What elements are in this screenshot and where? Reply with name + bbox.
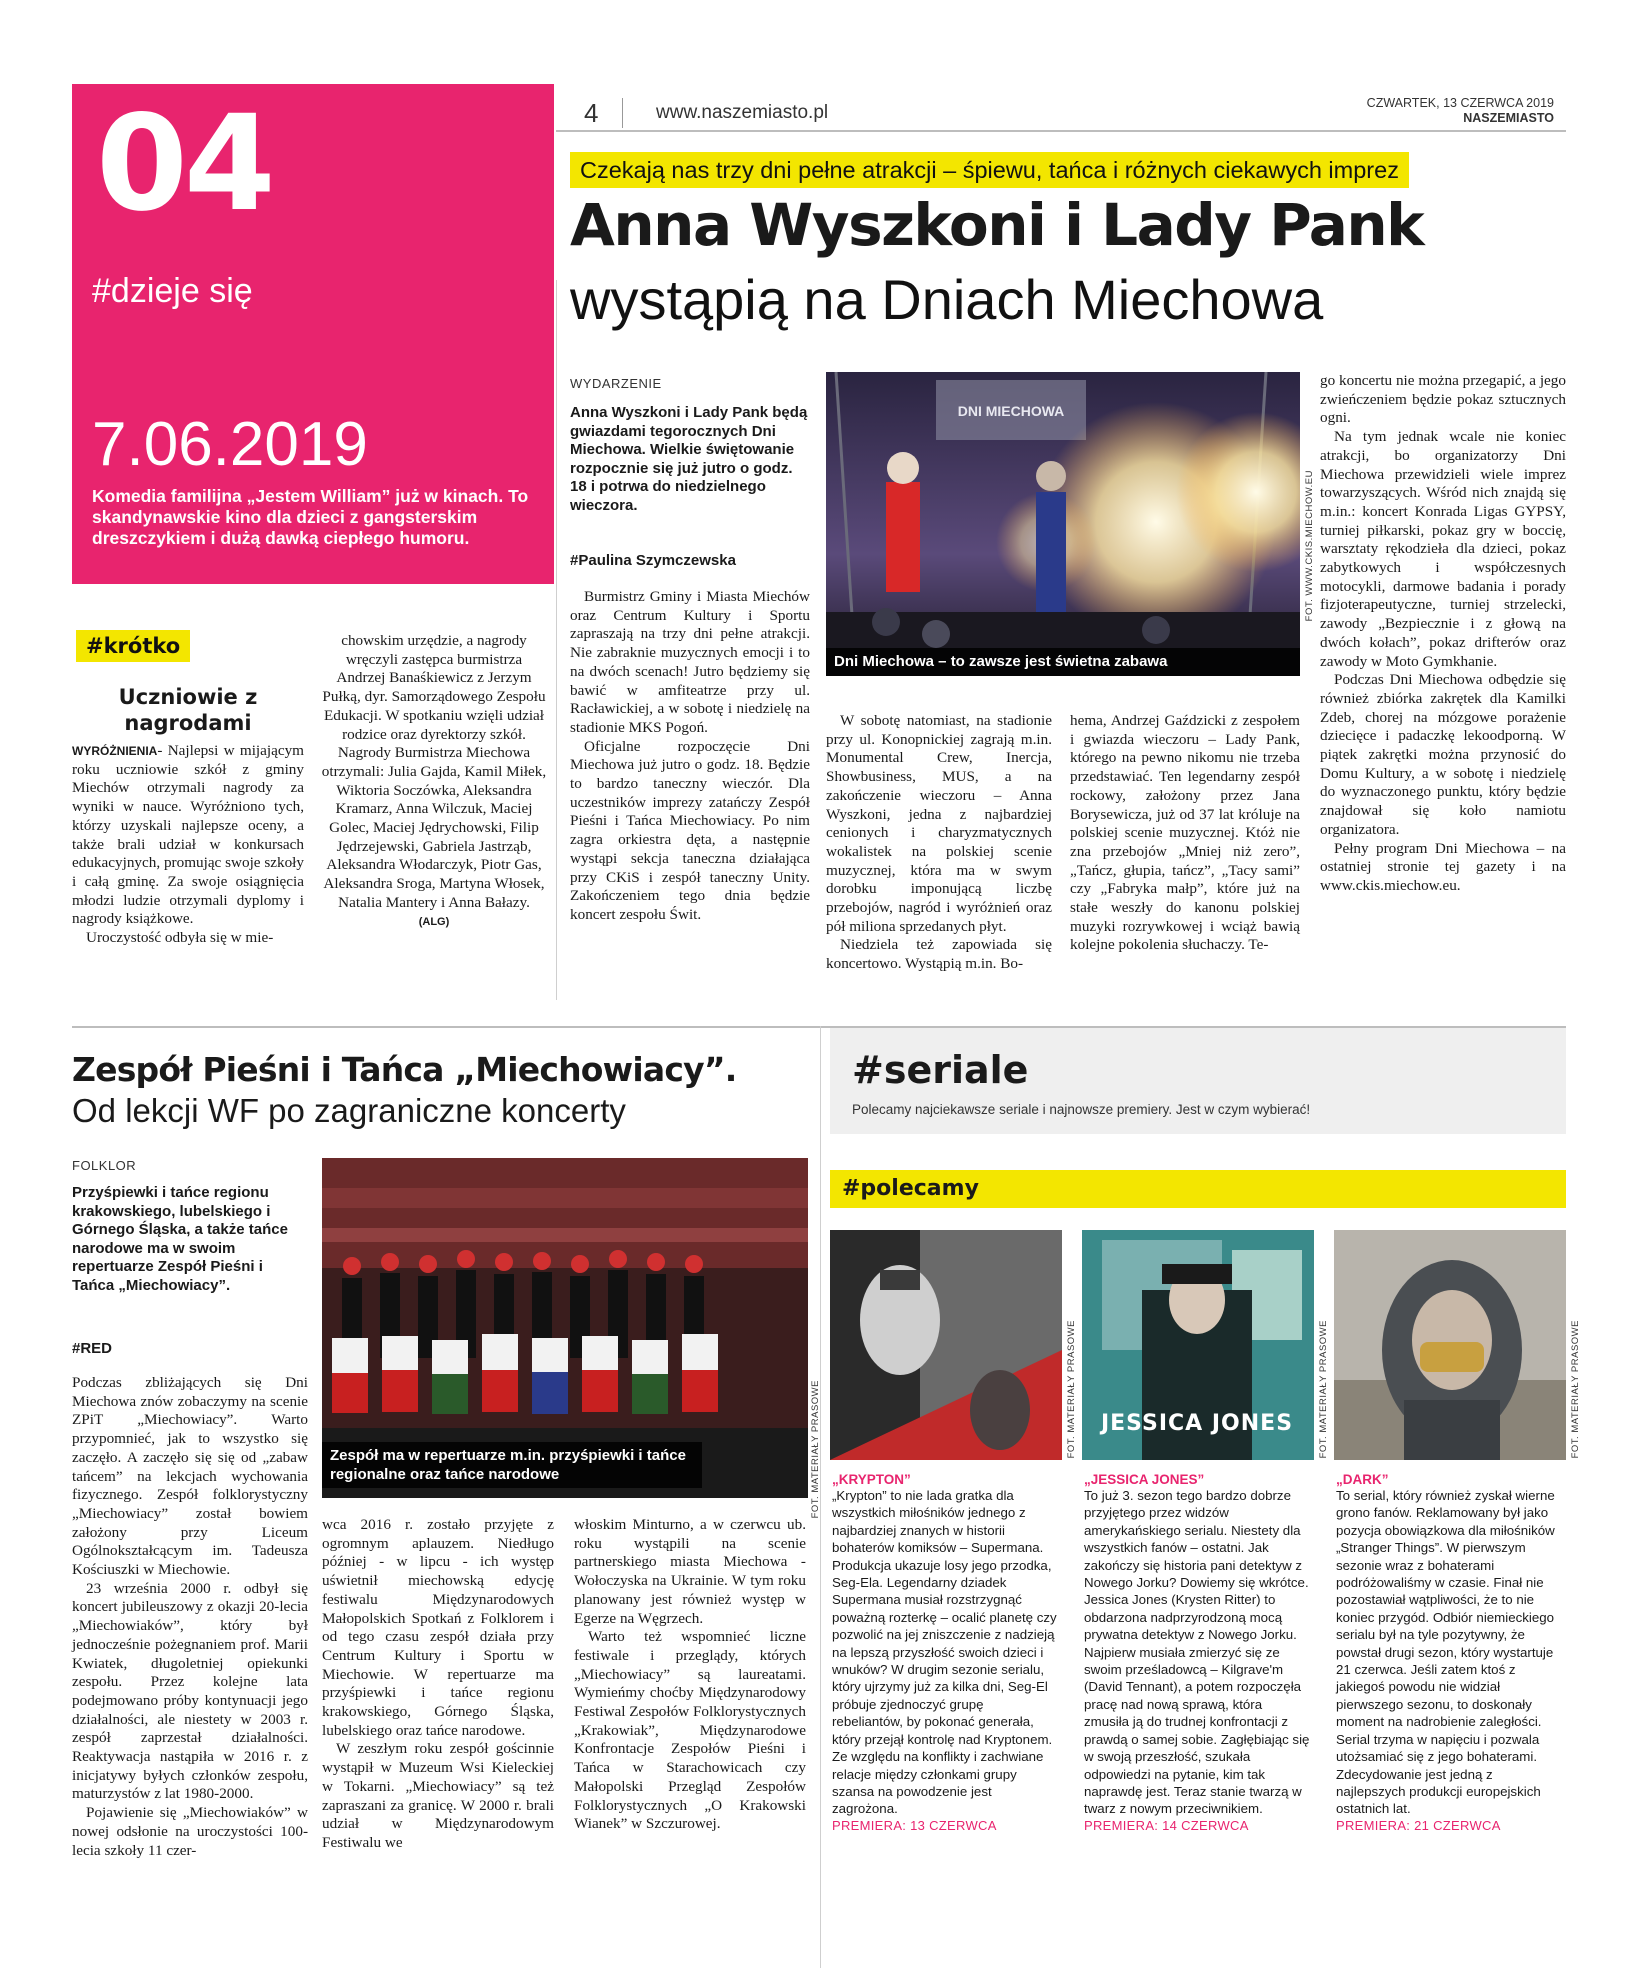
paragraph: chowskim urzędzie, a nagrody wręczyli zastępca burmistrza Andrzej Banaśkiewicz z Jerzym Pułką, dyr. Samorządowego Zespołu Edukacji. W spotkaniu wzięli udział rodzice oraz dyrektorzy szkół. Nagrody Burmistrza Miechowa otrzymali: Julia Gajda, Kamil Miłek, Wiktoria Soczówka, Aleksandra Kramarz, Anna Wilczuk, Maciej Golec, Maciej Jędrychowski, Filip Jędrzejewski, Gabriela Jastrząb, Aleksandra Włodarczyk, Piotr Gas, Aleksandra Sroga, Martyna Włosek, Natalia Mantery i Anna Bałazy. [321,632,547,911]
paragraph: go koncertu nie można przegapić, a jego zwieńczeniem będzie pokaz sztucznych ogni. [1320,372,1566,427]
paragraph: Warto też wspomnieć liczne festiwale i przeglądy, których „Miechowiacy” są laureatami. Wymieńmy choćby Międzynarodowy Festiwal Zespołów Folklorystycznych „Krakowiak”, Międzynarodowe Konfrontacje Zespołów Pieśni i Tańca w Starachowicach czy Małopolski Przegląd Zespołów Folklorystycznych „O Krakowski Wianek” w Szczurowej. [574,1628,807,1833]
featured-date: 7.06.2019 [92,410,368,479]
section-label: FOLKLOR [72,1158,137,1173]
paragraph: Podczas zbliżających się Dni Miechowa znów zobaczymy na scenie ZPiT „Miechowiacy”. Warto przypomnieć, jak to wszystko się zaczęło. A zaczęło się się od „zabaw tańcem” na lekcjach wychowania fizycznego. Zespół folklorystyczny „Miechowiacy” został bowiem założony przy Liceum Ogólnokształcącym im. Tadeusza Kościuszki w Miechowie. [72,1374,308,1579]
krotko-column-2 [320,632,548,931]
polecamy-tag: #polecamy [842,1176,979,1201]
date-block [72,84,554,584]
issue-date: CZWARTEK, 13 CZERWCA 2019 [1366,96,1554,110]
seriale-subtitle: Polecamy najciekawsze seriale i najnowsze premiery. Jest w czym wybierać! [852,1102,1311,1117]
brand-name: NASZEMIASTO [1463,111,1554,125]
series-title: „KRYPTON” [832,1472,911,1487]
series-title: „DARK” [1336,1472,1389,1487]
photo-credit: FOT. MATERIAŁY PRASOWE [1066,1320,1077,1459]
header-rule [556,130,1566,132]
header-date-block [1367,96,1554,126]
folklor-lead: Przyśpiewki i tańce regionu krakowskiego, lubelskiego i Górnego Śląska, a także tańce narodowe ma w swoim repertuarze Zespół Pieśni i Tańca „Miechowiacy”. [72,1184,288,1294]
series-description: To serial, który również zyskał wierne grono fanów. Reklamowany był jako pozycja obowiązkowa dla miłośników „Stranger Things”. W pierwszym sezonie wraz z bohaterami podróżowaliśmy w czasie. Finał nie pozostawiał wątpliwości, że to nie koniec przygód. Odbiór niemieckiego serialu był na tyle pozytywny, że powstał drugi sezon, który wystartuje 21 czerwca. Jeśli zatem ktoś z jakiegoś powodu nie widział pierwszego sezonu, to doskonały moment na nadrobienie zaległości. Serial trzyma w napięciu i pozwala utożsamiać się z jego bohaterami. Zdecydowanie jest jedną z najlepszych produkcji europejskich ostatnich lat. [1336,1488,1555,1817]
series-description: „Krypton” to nie lada gratka dla wszystkich miłośników jednego z najbardziej znanych w historii bohaterów komiksów – Supermana. Produkcja ukazuje losy jego przodka, Seg-Ela. Legendarny dziadek Supermana musiał rozstrzygnąć poważną rozterkę – ocalić planetę czy pozwolić na jej zniszczenie z nadzieją na lepszą przyszłość swoich dzieci i wnuków? W drugim sezonie serialu, który ujrzymy już za kilka dni, Seg-El próbuje zjednoczyć grupę rebeliantów, by pokonać generała, który przejął kontrolę nad Kryptonem. Ze względu na konflikty i zachwiane relacje między członkami grupy szansa na powodzenie jest zagrożona. [832,1488,1057,1817]
page-number: 4 [584,98,599,128]
section-hashtag: #dzieje się [92,272,253,310]
series-premiere: PREMIERA: 21 CZERWCA [1336,1817,1501,1833]
paragraph-text: - Najlepsi w mijającym roku uczniowie szkół z gminy Miechów otrzymali nagrody za wyniki w nauce. Wyróżniono tych, którzy uzyskali najlepsze oceny, a także brali udział w konkursach edukacyjnych, promując swoje szkoły i całą gminę. Za swoje osiągnięcia młodzi ludzie otrzymali dyplomy i nagrody książkowe. [72,742,304,928]
article-headline: Anna Wyszkoni i Lady Pank [570,191,1424,259]
paragraph: Niedziela też zapowiada się koncertowo. Wystąpią m.in. Bo- [826,936,1052,973]
article-column-3 [1070,712,1300,955]
jessica-jones-poster [1082,1230,1314,1460]
photo-credit: FOT. WWW.CKIS.MIECHOW.EU [1304,470,1315,622]
photo-caption: Zespół ma w repertuarze m.in. przyśpiewki i tańce regionalne oraz tańce narodowe [322,1442,702,1488]
website-link[interactable]: www.naszemiasto.pl [656,102,829,123]
article-lead: Anna Wyszkoni i Lady Pank będą gwiazdami tegorocznych Dni Miechowa. Wielkie świętowanie rozpocznie się już jutro o godz. 18 i potrwa do niedzielnego wieczora. [570,404,808,514]
series-premiere: PREMIERA: 14 CZERWCA [1084,1817,1249,1833]
section-label: WYDARZENIE [570,376,662,391]
article-column-4 [1320,372,1566,896]
paragraph: Pojawienie się „Miechowiaków” w nowej odsłonie na uroczystości 100-lecia szkoły 11 czer- [72,1804,308,1859]
photo-caption: Dni Miechowa – to zawsze jest świetna zabawa [826,648,1300,676]
folklor-column-2 [322,1516,554,1853]
krotko-title: Uczniowie z nagrodami [118,685,258,735]
series-item [1336,1472,1562,1833]
paragraph: włoskim Minturno, a w czerwcu ub. roku wystąpili na scenie partnerskiego miasta Miechowa - Wołoczyska na Ukrainie. W tym roku planowany jest również występ w Egerze na Węgrzech. [574,1516,806,1627]
series-item [1084,1472,1310,1833]
folklor-column-3 [574,1516,806,1834]
paragraph: hema, Andrzej Gaździcki z zespołem i gwiazda wieczoru – Lady Pank, którego na pewno nikomu nie trzeba przedstawiać. Ten legendarny zespół rockowy, założony przez Jana Borysewicza, już od 37 lat króluje na polskiej scenie muzycznej. Któż nie zna przebojów „Mniej niż zero”, „Tańcz, głupia, tańcz”, „Tacy sami” czy „Fabryka małp”, które już na stałe weszły do kanonu polskiej muzyki rozrywkowej i wciąż bawią kolejne pokolenia słuchaczy. Te- [1070,712,1300,954]
stage-banner: DNI MIECHOWA [957,403,1065,419]
series-premiere: PREMIERA: 13 CZERWCA [832,1817,997,1833]
paragraph: Podczas Dni Miechowa odbędzie się również zbiórka zakrętek dla Kamilki Zdeb, chorej na mózgowe porażenie dziecięce i padaczkę lekoodporną. W piątek zakrętki można przynosić do Domu Kultury, a w sobotę i niedzielę do wyznaczonego punktu, który będzie znajdował się koło namiotu organizatora. [1320,671,1566,838]
photo-credit: FOT. MATERIAŁY PRASOWE [1318,1320,1329,1459]
series-title: „JESSICA JONES” [1084,1472,1205,1487]
signature: (ALG) [418,915,450,928]
poster-title: JESSICA JONES [1100,1411,1294,1436]
lead-label: WYRÓŻNIENIA [72,744,158,758]
dark-poster-illustration [1334,1230,1566,1460]
paragraph: Uroczystość odbyła się w mie- [86,929,274,947]
folklor-byline: #RED [72,1340,113,1357]
paragraph: W zeszłym roku zespół gościnnie wystąpił w Muzeum Wsi Kieleckiej w Tokarni. „Miechowiacy” są też zapraszani za granicę. W 2000 r. brali udział w Międzynarodowym Festiwalu we [322,1740,554,1851]
dark-poster [1334,1230,1566,1460]
paragraph: wca 2016 r. zostało przyjęte z ogromnym aplauzem. Niedługo później - w lipcu - ich występ uświetnił miechowską edycję festiwalu Międzynarodowych Małopolskich Spotkań z Folklorem i od tego czasu zespół działa przy Centrum Kultury i Sportu w Miechowie. W repertuarze ma przyśpiewki i tańce regionu krakowskiego, Górnego Śląska, lubelskiego oraz tańce narodowe. [322,1516,554,1739]
article-column-2 [826,712,1052,974]
polecamy-strip [830,1170,1566,1208]
concert-photo [826,372,1300,676]
section-number: 04 [96,87,272,241]
photo-credit: FOT. MATERIAŁY PRASOWE [1570,1320,1581,1459]
date-description: Komedia familijna „Jestem William” już w kinach. To skandynawskie kino dla dzieci z gangsterskim dreszczykiem i dużą dawką ciepłego humoru. [92,486,529,548]
seriale-header [830,1028,1566,1134]
paragraph: W sobotę natomiast, na stadionie przy ul. Konopnickiej zagrają m.in. Monumental Crew, Inercja, Showbusiness, MUS, a na zakończenie wieczoru – Anna Wyszkoni, jedna z najbardziej cenionych i charyzmatycznych wokalistek na polskiej scenie muzycznej, która ma w swym dorobku imponującą liczbę przebojów, nagród i wyróżnień oraz pół miliona sprzedanych płyt. [826,712,1052,935]
paragraph: 23 września 2000 r. odbył się koncert jubileuszowy z okazji 20-lecia „Miechowiaków”, który był jednocześnie pożegnaniem prof. Marii Kwiatek, długoletniej opiekunki zespołu. Przez kolejne lata podejmowano próby kontynuacji jego działalności, ale niestety w 2003 r. zespół zaprzestał działalności. Reaktywacja nastąpiła w 2016 r. z inicjatywy byłych członków zespołu, maturzystów z lat 1980-2000. [72,1579,308,1803]
krotko-column-1 [72,742,304,948]
paragraph: Na tym jednak wcale nie koniec atrakcji, bo organizatorzy Dni Miechowa przewidzieli wiele imprez towarzyszących. Wśród nich znajdą się m.in.: koncert Konrada Ligas GYPSY, turniej piłkarski, pokaz gry w boccię, warsztaty rękodzieła dla dzieci, pokaz zabytkowych i współczesnych motocykli, darmowe badania i porady fizjoterapeutyczne, turniej strzelecki, zawody „Bezpiecznie i z głową na dwóch kołach”, pokaz drifterów oraz zawody w Moto Gymkhanie. [1320,428,1566,670]
article-subheadline: wystąpią na Dniach Miechowa [570,268,1324,331]
krypton-poster-illustration [830,1230,1062,1460]
series-item [832,1472,1058,1833]
concert-photo-illustration [826,372,1300,676]
paragraph [72,742,304,929]
article-column-1 [570,588,810,925]
folklor-subheadline: Od lekcji WF po zagraniczne koncerty [72,1092,626,1129]
series-description: To już 3. sezon tego bardzo dobrze przyjętego przez widzów amerykańskiego serialu. Niestety dla wszystkich fanów – ostatni. Jak zakończy się historia pani detektyw z Nowego Jorku? Dowiemy się wkrótce. Jessica Jones (Krysten Ritter) to obdarzona nadprzyrodzoną mocą prywatna detektyw z Nowego Jorku. Najpierw musiała zmierzyć się ze swoim prześladowcą – Kilgrave'm (David Tennant), a potem rozpoczęła pracę nad nową sprawą, która zmusiła ją do trudnej konfrontacji z prawdą o samej sobie. Zagłębiając się w swoją przeszłość, szukała odpowiedzi na pytanie, kim tak naprawdę jest. Teraz stanie twarzą w twarz z nowym przeciwnikiem. [1084,1488,1310,1817]
paragraph: Oficjalne rozpoczęcie Dni Miechowa już jutro o godz. 18. Będzie to bardzo taneczny wieczór. Dla uczestników imprezy zatańczy Zespół Pieśni i Tańca Miechowiacy. Po nim zagra orkiestra dęta, a następnie wystąpi sekcja taneczna działająca przy CKiS i zespół taneczny Unity. Zakończeniem tego dnia będzie koncert zespołu Świt. [570,737,810,923]
paragraph: Burmistrz Gminy i Miasta Miechów oraz Centrum Kultury i Sportu zapraszają na trzy dni pełne atrakcji. Nie zabraknie muzycznych emocji i to na dwóch scenach! Jutro będziemy się bawić w amfiteatrze przy ul. Racławickiej, a w sobotę i niedzielę na stadionie MKS Pogoń. [570,588,810,736]
folklor-column-1 [72,1374,308,1860]
header-divider [622,98,623,128]
seriale-title: #seriale [852,1048,1029,1092]
krotko-tag: #krótko [76,630,190,662]
folklor-headline: Zespół Pieśni i Tańca „Miechowiacy”. [72,1050,737,1089]
article-kicker: Czekają nas trzy dni pełne atrakcji – śpiewu, tańca i różnych ciekawych imprez [570,152,1409,188]
column-divider [556,280,557,1000]
jessica-jones-poster-illustration [1082,1230,1314,1460]
article-byline: #Paulina Szymczewska [570,552,736,569]
photo-credit: FOT. MATERIAŁY PRASOWE [810,1380,821,1519]
paragraph: Pełny program Dni Miechowa – na ostatniej stronie tej gazety i na www.ckis.miechow.eu. [1320,839,1566,894]
krypton-poster [830,1230,1062,1460]
